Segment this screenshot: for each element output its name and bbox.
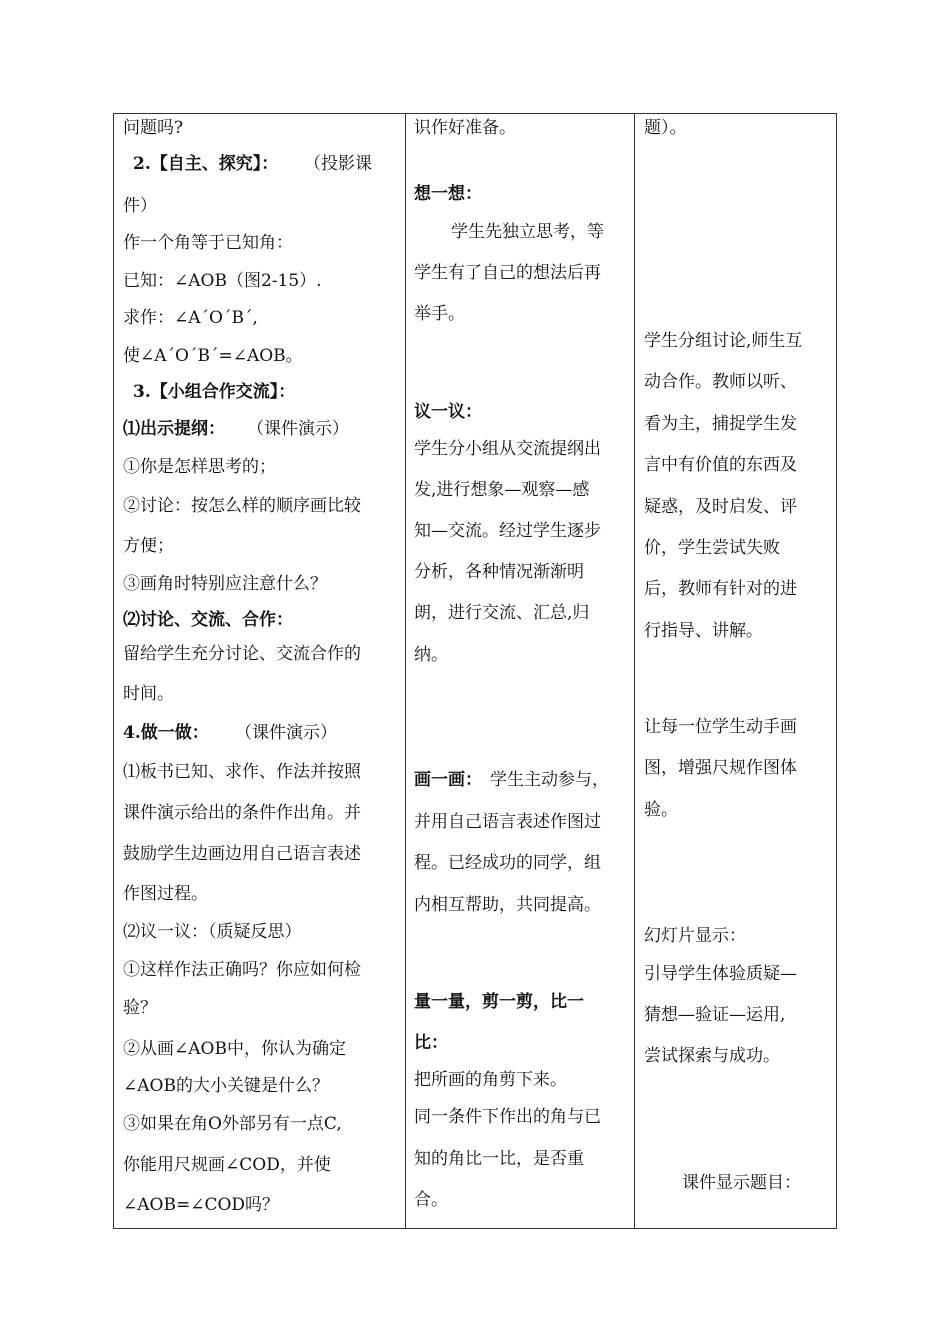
- section-heading: 4.做一做：: [123, 723, 209, 743]
- text-line: ⑵议一议：（质疑反思）: [123, 922, 302, 942]
- text-line: ③如果在角O外部另有一点C,: [123, 1114, 342, 1134]
- lesson-plan-table: [113, 113, 837, 1229]
- text-line: ①你是怎样思考的；: [123, 457, 276, 477]
- text-line: 动合作。教师以听、: [644, 372, 797, 392]
- text-line: ∠AOB=∠COD吗？: [123, 1195, 280, 1215]
- subheading: 量一量，剪一剪，比一: [414, 992, 584, 1012]
- text-line: 猜想—验证—运用,: [644, 1005, 786, 1025]
- text-line: 识作好准备。: [414, 118, 516, 138]
- text-line: 方便；: [123, 536, 174, 556]
- text-line: 验？: [123, 998, 157, 1018]
- subheading: 比：: [414, 1033, 448, 1053]
- text-line: 纳。: [414, 645, 448, 665]
- text-line: ②讨论：按怎么样的顺序画比较: [123, 496, 361, 516]
- text-line: 知的角比一比，是否重: [414, 1149, 584, 1169]
- section-heading: 3.【小组合作交流】：: [133, 382, 296, 402]
- text-line: 学生分组讨论,师生互: [644, 331, 803, 351]
- text-line: 引导学生体验质疑—: [644, 964, 797, 984]
- text-line: ⑴板书已知、求作、作法并按照: [123, 762, 361, 782]
- text-line: 尝试探索与成功。: [644, 1046, 780, 1066]
- text-line: ③画角时特别应注意什么？: [123, 574, 327, 594]
- text-line: 言中有价值的东西及: [644, 455, 797, 475]
- text-line: 学生分小组从交流提纲出: [414, 439, 601, 459]
- text-line: 件）: [123, 196, 157, 216]
- text-line: 行指导、讲解。: [644, 621, 763, 641]
- subheading: 议一议：: [414, 402, 482, 422]
- text-line: 留给学生充分讨论、交流合作的: [123, 644, 361, 664]
- text-line: 并用自己语言表述作图过: [414, 812, 601, 832]
- text-line: 课件演示给出的条件作出角。并: [123, 803, 361, 823]
- text-line: 分析，各种情况渐渐明: [414, 562, 584, 582]
- text-line: （课件演示）: [247, 419, 349, 439]
- text-line: 把所画的角剪下来。: [414, 1070, 567, 1090]
- text-line: （投影课: [304, 154, 372, 174]
- text-line: 让每一位学生动手画: [644, 717, 797, 737]
- text-line: 图，增强尺规作图体: [644, 758, 797, 778]
- text-line: 举手。: [414, 304, 465, 324]
- subheading: 想一想：: [414, 184, 482, 204]
- text-line: 疑惑，及时启发、评: [644, 497, 797, 517]
- text-line: （课件演示）: [235, 723, 337, 743]
- text-line: ①这样作法正确吗？你应如何检: [123, 960, 361, 980]
- text-line: 程。已经成功的同学，组: [414, 853, 601, 873]
- text-line: 使∠A´O´B´=∠AOB。: [123, 346, 303, 366]
- subheading: ⑴出示提纲：: [123, 419, 225, 439]
- subheading: ⑵讨论、交流、合作：: [123, 610, 293, 630]
- text-line: 已知：∠AOB（图2-15）.: [123, 271, 322, 291]
- text-line: 求作：∠A´O´B´,: [123, 308, 258, 328]
- text-line: 朗，进行交流、汇总,归: [414, 603, 590, 623]
- text-line: 知—交流。经过学生逐步: [414, 521, 601, 541]
- section-heading: 2.【自主、探究】：: [133, 154, 279, 174]
- subheading: 画一画：: [414, 770, 482, 790]
- text-line: 作图过程。: [123, 884, 208, 904]
- column-divider: [405, 114, 406, 1228]
- text-line: 验。: [644, 800, 678, 820]
- text-line: 看为主，捕捉学生发: [644, 414, 797, 434]
- text-line: 后，教师有针对的进: [644, 579, 797, 599]
- text-line: 问题吗?: [123, 118, 184, 138]
- text-line: 题）。: [644, 118, 687, 138]
- text-line: 作一个角等于已知角：: [123, 233, 293, 253]
- text-line: 鼓励学生边画边用自己语言表述: [123, 844, 361, 864]
- text-line: 时间。: [123, 684, 174, 704]
- text-line: 学生先独立思考，等: [451, 222, 604, 242]
- text-line: 幻灯片显示：: [644, 926, 746, 946]
- text-line: 同一条件下作出的角与已: [414, 1107, 601, 1127]
- text-line: 内相互帮助，共同提高。: [414, 895, 601, 915]
- text-line: 学生主动参与，: [490, 770, 609, 790]
- text-line: 价，学生尝试失败: [644, 538, 780, 558]
- column-divider: [634, 114, 635, 1228]
- text-line: 发,进行想象—观察—感: [414, 480, 590, 500]
- text-line: ∠AOB的大小关键是什么？: [123, 1076, 329, 1096]
- text-line: ②从画∠AOB中，你认为确定: [123, 1039, 346, 1059]
- text-line: 合。: [414, 1190, 448, 1210]
- text-line: 你能用尺规画∠COD，并使: [123, 1155, 331, 1175]
- text-line: 课件显示题目：: [682, 1173, 801, 1193]
- text-line: 学生有了自己的想法后再: [414, 263, 601, 283]
